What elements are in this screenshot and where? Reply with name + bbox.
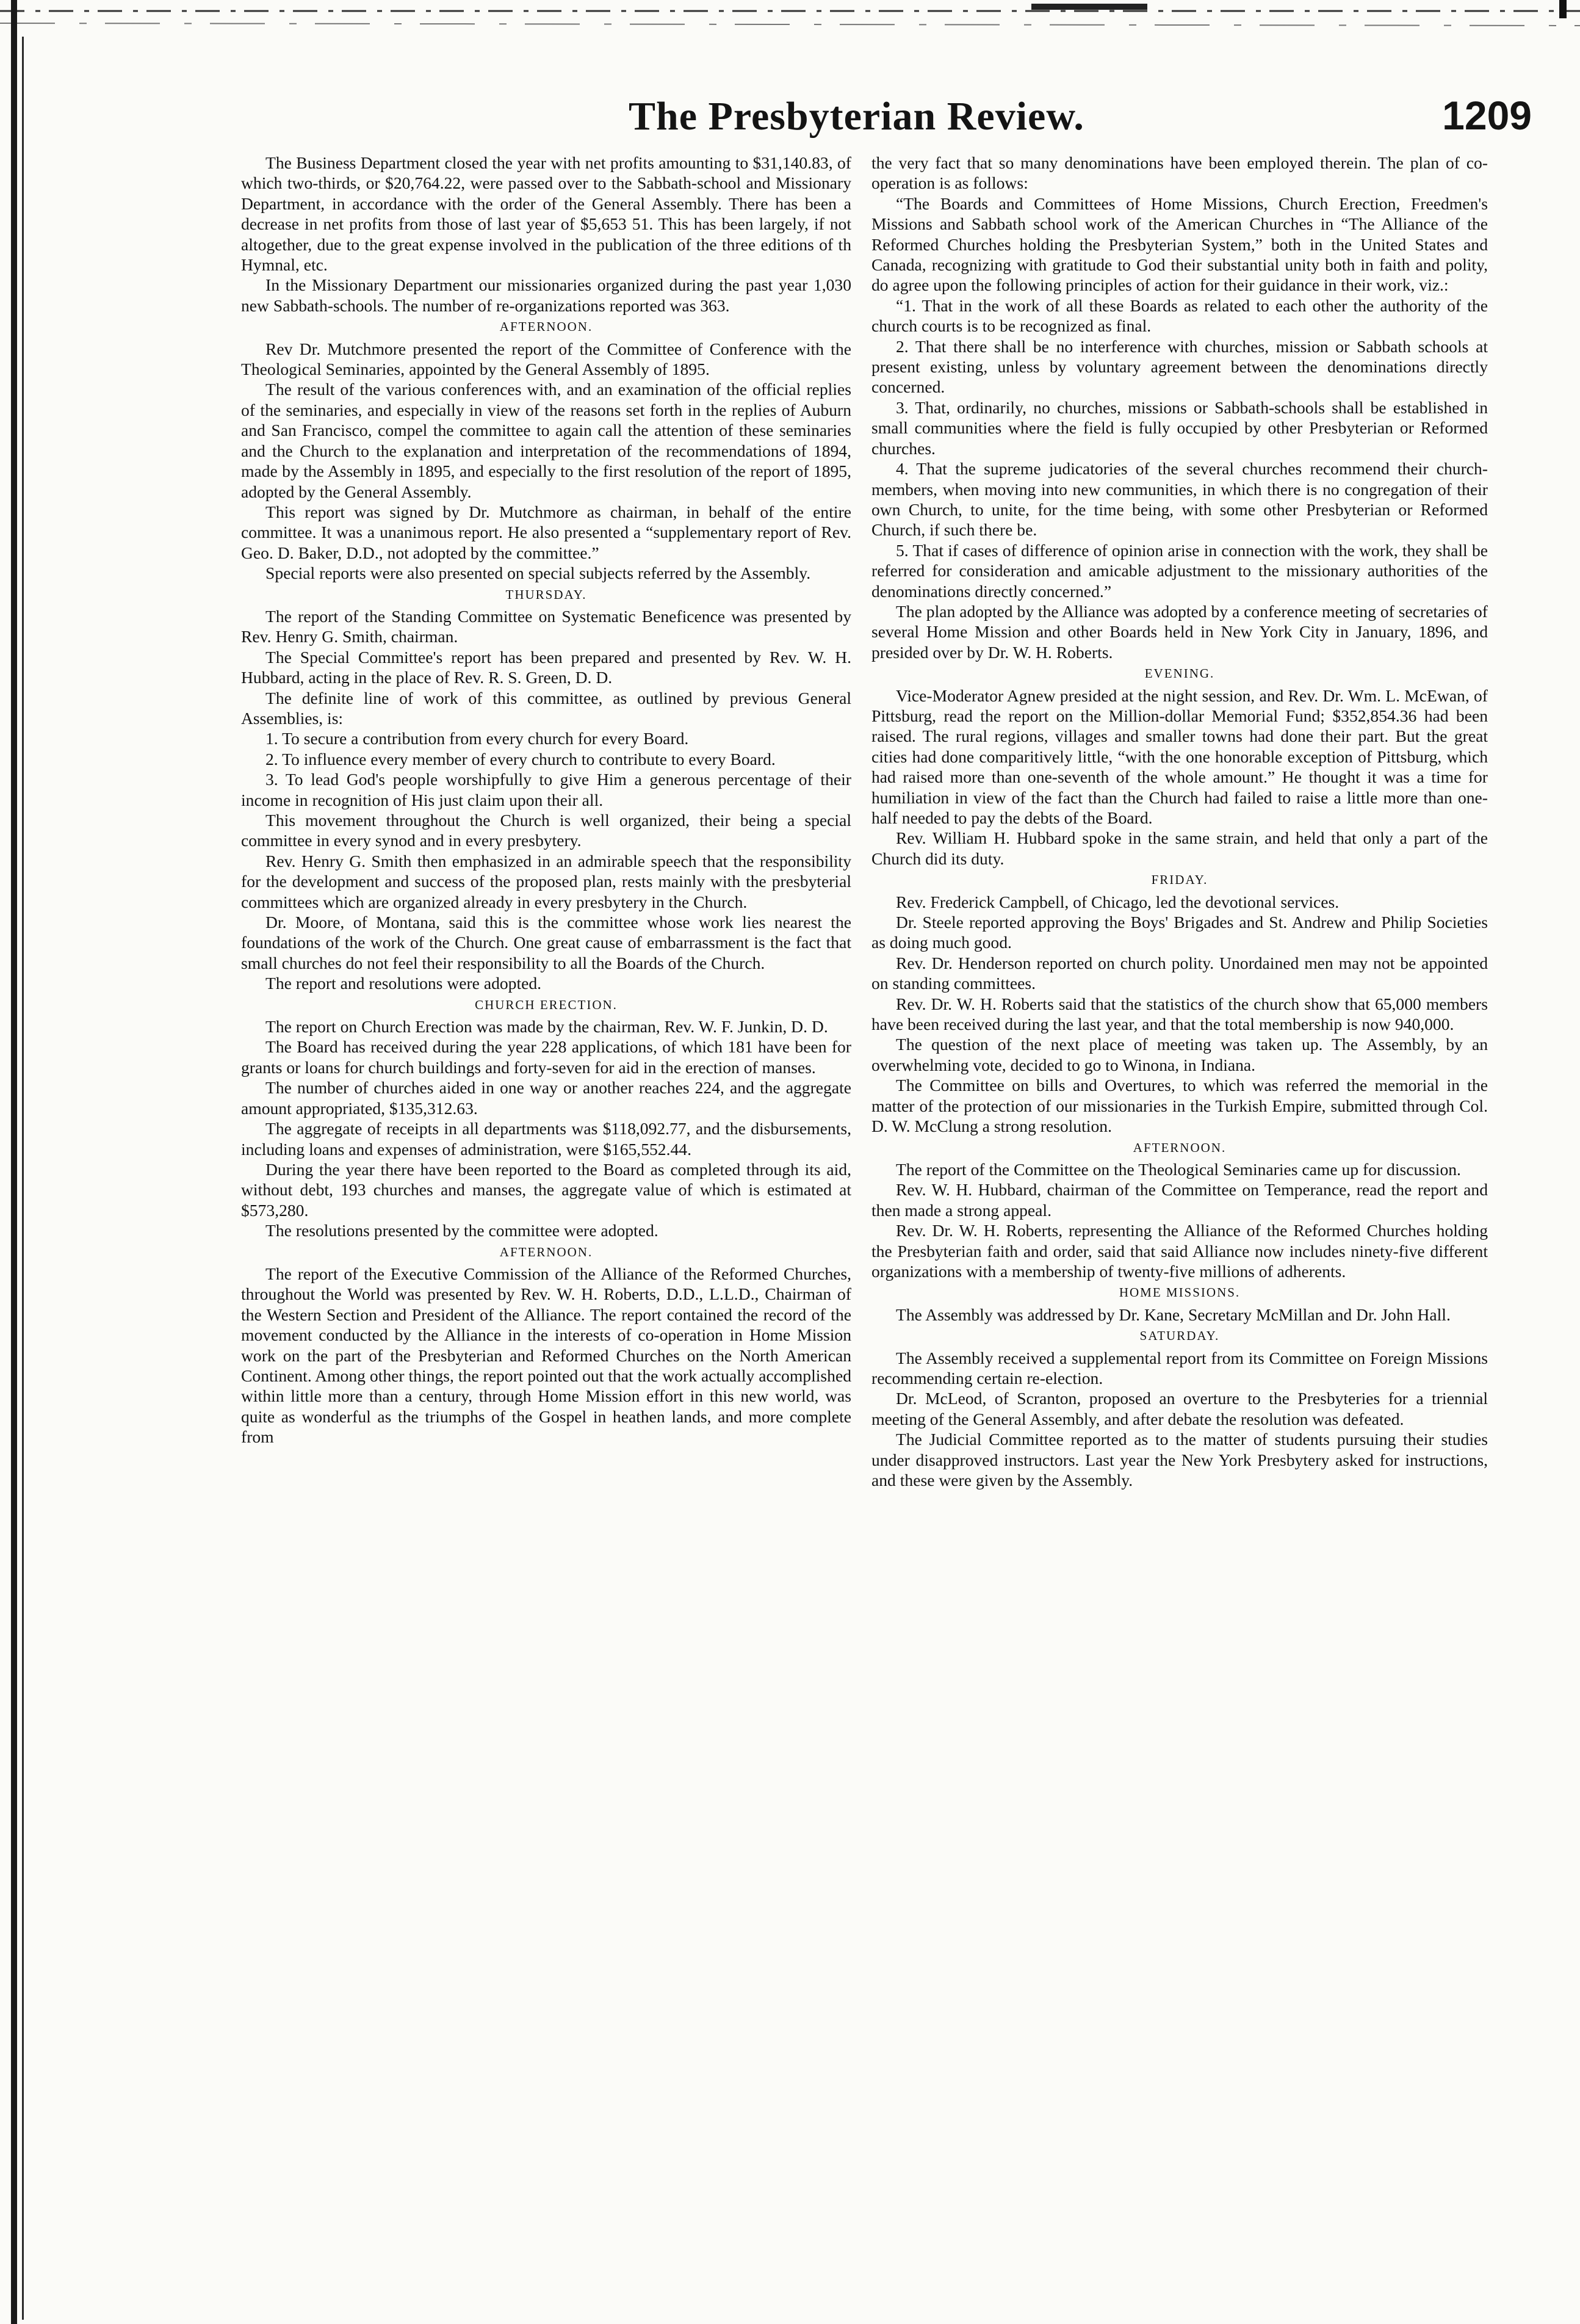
right-paragraph: 2. That there shall be no interference with churches, mission or Sabbath schools at present existing, unless by voluntary agreement between the denominations directly concerned. xyxy=(871,336,1488,397)
right-paragraph: Rev. Dr. W. H. Roberts, representing the Alliance of the Reformed Churches holding the Presbyterian faith and order, said that said Alliance now includes ninety-five different organizations with a membership of twenty-five millions of adherents. xyxy=(871,1221,1488,1281)
right-paragraph: Rev. W. H. Hubbard, chairman of the Committee on Temperance, read the report and then made a strong appeal. xyxy=(871,1180,1488,1220)
right-paragraph: 5. That if cases of difference of opinion arise in connection with the work, they shall be referred for consideration and amicable adjustment to the missionary authorities of the denominations directly concerned.” xyxy=(871,540,1488,601)
right-paragraph: 3. That, ordinarily, no churches, missions or Sabbath-schools shall be established in small communities where the field is fully occupied by other Presbyterian or Reformed churches. xyxy=(871,397,1488,458)
right-paragraph: The plan adopted by the Alliance was adopted by a conference meeting of secretaries of several Home Mission and other Boards held in New York City in January, 1896, and presided over by Dr. W. H. Roberts. xyxy=(871,601,1488,662)
section-heading: SATURDAY. xyxy=(1139,1328,1220,1344)
right-paragraph: “The Boards and Committees of Home Missions, Church Erection, Freedmen's Missions and Sabbath school work of the American Churches in “The Alliance of the Reformed Churches holding the Presbyterian System,” both in the United States and Canada, recognizing with gratitude to God their substantial unity both in faith and polity, do agree upon the following principles of action for their guidance in their work, viz.: xyxy=(871,194,1488,295)
section-heading: FRIDAY. xyxy=(1151,872,1208,888)
right-paragraph: The Assembly received a supplemental report from its Committee on Foreign Missions recommending certain re-election. xyxy=(871,1348,1488,1388)
left-paragraph: The definite line of work of this committee, as outlined by previous General Assemblies, is: xyxy=(241,688,851,728)
binding-edge-rule xyxy=(11,0,17,2324)
right-paragraph: The Committee on bills and Overtures, to which was referred the memorial in the matter of the protection of our missionaries in the Turkish Empire, submitted through Col. D. W. McClung a strong resolution. xyxy=(871,1076,1488,1136)
right-paragraph: Rev. Frederick Campbell, of Chicago, led the devotional services. xyxy=(896,892,1340,911)
left-paragraph: This report was signed by Dr. Mutchmore as chairman, in behalf of the entire committee. It was a unanimous report. He also presented a “supplementary report of Rev. Geo. D. Baker, D.D., not adopted by the committee.” xyxy=(241,502,851,562)
left-paragraph: 2. To influence every member of every church to contribute to every Board. xyxy=(265,749,776,769)
right-paragraph: the very fact that so many denominations have been employed therein. The plan of co-operation is as follows: xyxy=(871,153,1488,193)
section-heading: AFTERNOON. xyxy=(499,1244,593,1259)
section-heading: AFTERNOON. xyxy=(499,319,593,335)
left-paragraph: The aggregate of receipts in all departments was $118,092.77, and the disbursements, including loans and expenses of administration, were $165,552.44. xyxy=(241,1119,851,1159)
left-paragraph: The report on Church Erection was made by the chairman, Rev. W. F. Junkin, D. D. xyxy=(265,1017,828,1037)
left-paragraph: The result of the various conferences with, and an examination of the official replies of the seminaries, and especially in view of the reasons set forth in the replies of Auburn and San Francisco, compel the committee to again call the attention of these seminaries and the Church to the explanation and interpretation of the recommendations of 1894, made by the Assembly in 1895, and especially to the first resolution of the report of 1895, adopted by the General Assembly. xyxy=(241,380,851,501)
left-paragraph: 3. To lead God's people worshipfully to give Him a generous percentage of their income in recognition of His just claim upon their all. xyxy=(241,770,851,809)
right-paragraph: Rev. Dr. W. H. Roberts said that the statistics of the church show that 65,000 members have been received during the last year, and that the total membership is now 940,000. xyxy=(871,994,1488,1034)
journal-title: The Presbyterian Review. xyxy=(629,94,1084,139)
section-heading: AFTERNOON. xyxy=(1133,1140,1227,1155)
right-paragraph: The report of the Committee on the Theological Seminaries came up for discussion. xyxy=(896,1159,1461,1179)
left-paragraph: The resolutions presented by the committee were adopted. xyxy=(265,1221,658,1240)
right-paragraph: Rev. Dr. Henderson reported on church polity. Unordained men may not be appointed on standing committees. xyxy=(871,953,1488,993)
left-paragraph: The number of churches aided in one way or another reaches 224, and the aggregate amount appropriated, $135,312.63. xyxy=(241,1078,851,1118)
section-heading: EVENING. xyxy=(1144,666,1215,681)
left-paragraph: Rev Dr. Mutchmore presented the report of the Committee of Conference with the Theological Seminaries, appointed by the General Assembly of 1895. xyxy=(241,339,851,379)
section-heading: THURSDAY. xyxy=(505,587,587,602)
left-paragraph: In the Missionary Department our missionaries organized during the past year 1,030 new Sabbath-schools. The number of re-organizations reported was 363. xyxy=(241,275,851,315)
left-paragraph: Dr. Moore, of Montana, said this is the committee whose work lies nearest the foundations of the work of the Church. One great cause of embarrassment is the fact that small churches do not feel their responsibility to all the Boards of the Church. xyxy=(241,913,851,972)
binding-edge-thin-rule xyxy=(22,37,24,2320)
right-paragraph: Dr. Steele reported approving the Boys' Brigades and St. Andrew and Philip Societies as doing much good. xyxy=(871,913,1488,952)
left-paragraph: This movement throughout the Church is well organized, their being a special committee in every synod and in every presbytery. xyxy=(241,811,851,850)
right-paragraph: Vice-Moderator Agnew presided at the night session, and Rev. Dr. Wm. L. McEwan, of Pittsburg, read the report on the Million-dollar Memorial Fund; $352,854.36 had been raised. The rural regions, villages and smaller towns had done their part. But the great cities had done comparitively little, “with the one honorable exception of Pittsburg, which had raised more than one-seventh of the whole amount.” He thought it was a time for humiliation in view of the fact than the Church had failed to raise a little more than one-half needed to pay the debts of the Board. xyxy=(871,686,1488,827)
left-paragraph: The report of the Executive Commission of the Alliance of the Reformed Churches, throughout the World was presented by Rev. W. H. Roberts, D.D., L.L.D., Chairman of the Western Section and President of the Alliance. The report contained the record of the movement conducted by the Alliance in the interests of co-operation in Home Mission work on the part of the Presbyterian and Reformed Churches on the North American Continent. Among other things, the report pointed out that the work actually accomplished within little more than a century, through Home Mission effort in this new world, was quite as wonderful as the triumphs of the Gospel in heathen lands, and more complete from xyxy=(241,1264,851,1447)
page-header xyxy=(226,89,1544,143)
left-paragraph: Rev. Henry G. Smith then emphasized in an admirable speech that the responsibility for the development and success of the proposed plan, rests mainly with the presbyterial committees which are organized already in every presbytery in the Church. xyxy=(241,851,851,911)
right-paragraph: The question of the next place of meeting was taken up. The Assembly, by an overwhelming vote, decided to go to Winona, in Indiana. xyxy=(871,1035,1488,1074)
right-paragraph: Rev. William H. Hubbard spoke in the same strain, and held that only a part of the Church did its duty. xyxy=(871,828,1488,868)
left-paragraph: The Board has received during the year 228 applications, of which 181 have been for grants or loans for church buildings and forty-seven for aid in the erection of manses. xyxy=(241,1037,851,1077)
section-heading: CHURCH ERECTION. xyxy=(475,997,618,1012)
right-paragraph: The Assembly was addressed by Dr. Kane, Secretary McMillan and Dr. John Hall. xyxy=(896,1305,1451,1324)
right-paragraph: 4. That the supreme judicatories of the several churches recommend their church-members, when moving into new communities, in which there is no congregation of their own Church, to unite, for the time being, with some other Presbyterian or Reformed Church, if such there be. xyxy=(871,459,1488,540)
right-paragraph: The Judicial Committee reported as to the matter of students pursuing their studies under disapproved instructors. Last year the New York Presbytery asked for instructions, and these were given by the Assembly. xyxy=(871,1430,1488,1490)
left-paragraph: The Special Committee's report has been prepared and presented by Rev. W. H. Hubbard, acting in the place of Rev. R. S. Green, D. D. xyxy=(241,647,851,687)
left-paragraph: The report of the Standing Committee on Systematic Beneficence was presented by Rev. Henry G. Smith, chairman. xyxy=(241,606,851,646)
scan-artifact-lines xyxy=(0,0,1580,73)
left-paragraph: Special reports were also presented on special subjects referred by the Assembly. xyxy=(265,563,811,583)
left-paragraph: 1. To secure a contribution from every church for every Board. xyxy=(265,729,689,748)
right-paragraph: “1. That in the work of all these Boards as related to each other the authority of the church courts is to be recognized as final. xyxy=(871,295,1488,336)
right-text-column xyxy=(871,153,1488,1490)
left-paragraph: The Business Department closed the year with net profits amounting to $31,140.83, of which two-thirds, or $20,764.22, were passed over to the Sabbath-school and Missionary Department, in accordance with the order of the General Assembly. There has been a decrease in net profits from those of last year of $5,653 51. This has been largely, if not altogether, due to the great expense involved in the publication of the three editions of th Hymnal, etc. xyxy=(241,153,851,275)
left-text-column xyxy=(241,153,851,1447)
scan-top-edge xyxy=(0,0,1580,73)
left-paragraph: The report and resolutions were adopted. xyxy=(265,974,542,993)
section-heading: HOME MISSIONS. xyxy=(1119,1285,1241,1300)
page-number: 1209 xyxy=(1442,93,1532,138)
left-paragraph: During the year there have been reported to the Board as completed through its aid, without debt, 193 churches and manses, the aggregate value of which is estimated at $573,280. xyxy=(241,1159,851,1220)
right-paragraph: Dr. McLeod, of Scranton, proposed an overture to the Presbyteries for a triennial meeting of the General Assembly, and after debate the resolution was defeated. xyxy=(871,1389,1488,1428)
